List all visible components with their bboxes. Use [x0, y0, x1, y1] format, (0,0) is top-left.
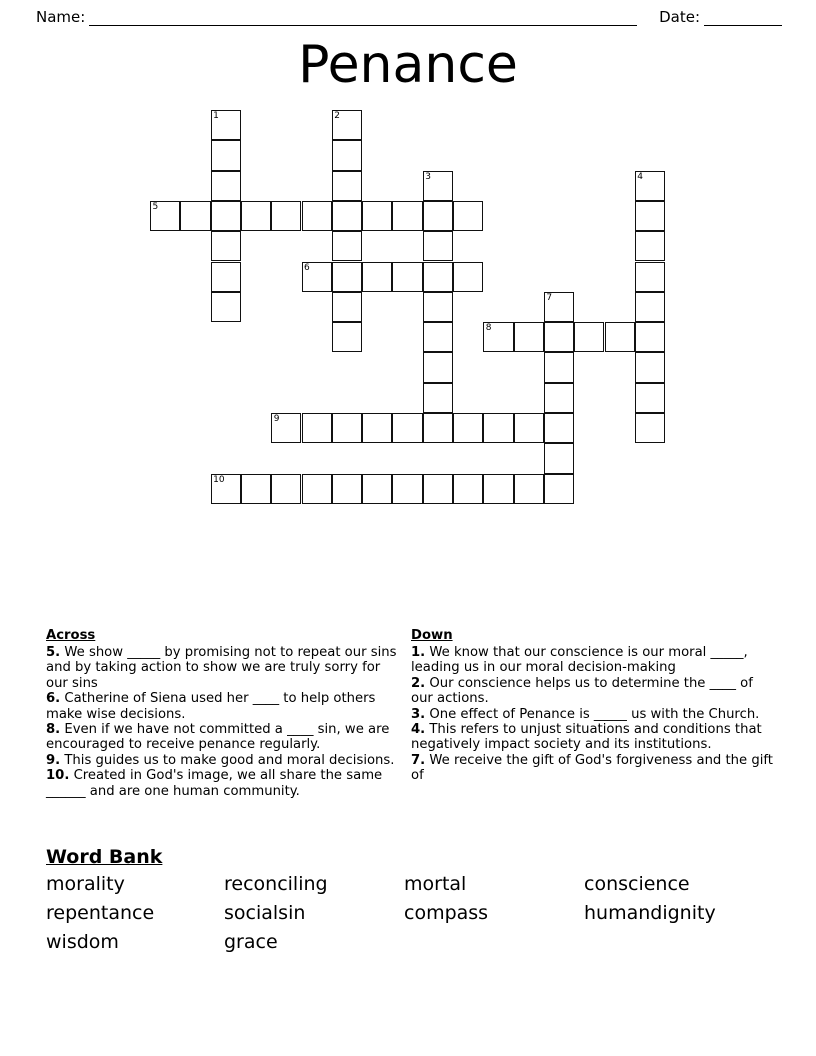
crossword-cell[interactable]	[635, 201, 665, 231]
clue-text: Created in God's image, we all share the same ______ and are one human community.	[46, 768, 383, 799]
word-bank-heading: Word Bank	[46, 846, 163, 868]
crossword-cell-number: 9	[273, 414, 280, 424]
crossword-cell[interactable]	[453, 413, 483, 443]
down-clue-2	[411, 676, 775, 707]
down-clue-7	[411, 753, 775, 784]
down-clue-1	[411, 645, 775, 676]
worksheet-header	[0, 0, 816, 26]
clue-text: Catherine of Siena used her ____ to help others make wise decisions.	[46, 691, 376, 722]
crossword-cell[interactable]	[635, 352, 665, 382]
crossword-cell[interactable]	[544, 292, 574, 322]
clue-number: 10.	[46, 768, 70, 784]
crossword-cell[interactable]	[392, 262, 422, 292]
crossword-cell[interactable]	[302, 474, 332, 504]
crossword-cell[interactable]	[211, 140, 241, 170]
crossword-cell-number: 2	[334, 111, 341, 121]
crossword-cell-number: 5	[152, 201, 159, 212]
crossword-cell[interactable]	[635, 262, 665, 292]
clue-text: Our conscience helps us to determine the ____ of our actions.	[411, 675, 753, 707]
crossword-cell[interactable]	[423, 474, 453, 504]
crossword-cell[interactable]	[211, 231, 241, 261]
crossword-cell[interactable]	[423, 292, 453, 322]
crossword-cell[interactable]	[211, 110, 241, 140]
crossword-cell[interactable]	[635, 383, 665, 413]
crossword-cell[interactable]	[150, 201, 180, 231]
crossword-cell[interactable]	[544, 322, 574, 352]
crossword-cell[interactable]	[362, 413, 392, 443]
word-bank-word: humandignity	[584, 902, 716, 924]
crossword-grid	[150, 110, 690, 510]
crossword-cell[interactable]	[332, 474, 362, 504]
clue-text: This guides us to make good and moral decisions.	[60, 752, 395, 768]
crossword-cell[interactable]	[483, 474, 513, 504]
crossword-cell[interactable]	[423, 413, 453, 443]
crossword-cell[interactable]	[605, 322, 635, 352]
clue-number: 7.	[411, 752, 426, 768]
crossword-cell[interactable]	[392, 201, 422, 231]
crossword-cell[interactable]	[211, 262, 241, 292]
crossword-cell[interactable]	[423, 201, 453, 231]
crossword-cell-number: 4	[637, 171, 644, 182]
crossword-cell[interactable]	[483, 413, 513, 443]
clue-number: 2.	[411, 675, 426, 691]
clue-number: 4.	[411, 722, 426, 738]
date-label: Date:	[659, 8, 700, 26]
crossword-cell-number: 6	[304, 262, 310, 273]
word-bank-word: conscience	[584, 873, 690, 895]
crossword-cell-number: 7	[546, 292, 553, 303]
crossword-cell[interactable]	[483, 322, 513, 352]
word-bank-word: mortal	[404, 873, 467, 895]
clue-number: 9.	[46, 752, 61, 768]
crossword-cell[interactable]	[544, 352, 574, 382]
crossword-cell[interactable]	[453, 262, 483, 292]
crossword-cell[interactable]	[302, 413, 332, 443]
down-clue-4	[411, 722, 775, 753]
word-bank-word: reconciling	[224, 873, 328, 895]
crossword-cell[interactable]	[544, 413, 574, 443]
crossword-cell[interactable]	[423, 322, 453, 352]
name-label: Name:	[36, 8, 86, 26]
clue-number: 1.	[411, 645, 426, 660]
word-bank-list	[46, 873, 776, 954]
clue-text: We show _____ by promising not to repeat our sins and by taking action to show we are truly sorry for our sins	[46, 645, 397, 691]
crossword-cell[interactable]	[574, 322, 604, 352]
crossword-cell[interactable]	[514, 413, 544, 443]
word-bank-word: socialsin	[224, 902, 306, 924]
clue-number: 6.	[46, 691, 61, 707]
crossword-cell[interactable]	[302, 201, 332, 231]
crossword-cell[interactable]	[544, 383, 574, 413]
crossword-cell-number: 10	[213, 474, 225, 485]
clue-number: 8.	[46, 722, 61, 738]
across-heading: Across	[46, 628, 96, 643]
across-clue-6	[46, 691, 406, 722]
crossword-cell[interactable]	[423, 231, 453, 261]
across-clue-list	[46, 645, 406, 799]
crossword-cell[interactable]	[241, 474, 271, 504]
crossword-cell[interactable]	[211, 171, 241, 201]
crossword-cell[interactable]	[453, 201, 483, 231]
crossword-cell[interactable]	[635, 413, 665, 443]
word-bank-word: grace	[224, 931, 278, 953]
crossword-cell[interactable]	[514, 474, 544, 504]
crossword-cell[interactable]	[332, 171, 362, 201]
crossword-cell[interactable]	[332, 292, 362, 322]
crossword-cell[interactable]	[211, 292, 241, 322]
clue-text: Even if we have not committed a ____ sin, we are encouraged to receive penance regularly.	[46, 722, 390, 753]
across-clue-5	[46, 645, 406, 691]
crossword-cell-number: 8	[485, 323, 492, 334]
across-clues-section	[46, 628, 406, 799]
down-heading: Down	[411, 628, 453, 643]
down-clues-section	[411, 628, 775, 784]
crossword-cell[interactable]	[271, 201, 301, 231]
crossword-cell[interactable]	[332, 413, 362, 443]
crossword-cell[interactable]	[392, 413, 422, 443]
crossword-cell[interactable]	[635, 292, 665, 322]
clue-text: One effect of Penance is _____ us with the Church.	[425, 706, 760, 722]
crossword-cell[interactable]	[271, 413, 301, 443]
crossword-cell[interactable]	[211, 474, 241, 504]
across-clue-10	[46, 768, 406, 799]
across-clue-9	[46, 753, 406, 768]
crossword-cell-number: 1	[213, 111, 219, 121]
crossword-cell[interactable]	[423, 171, 453, 201]
crossword-cell[interactable]	[332, 262, 362, 292]
crossword-cell[interactable]	[453, 474, 483, 504]
crossword-cell[interactable]	[392, 474, 422, 504]
clue-text: This refers to unjust situations and conditions that negatively impact society and its institutions.	[411, 722, 762, 753]
clue-number: 3.	[411, 706, 426, 722]
crossword-cell[interactable]	[362, 201, 392, 231]
crossword-cell[interactable]	[332, 140, 362, 170]
clue-number: 5.	[46, 645, 61, 660]
crossword-cell[interactable]	[332, 201, 362, 231]
crossword-cell[interactable]	[332, 322, 362, 352]
name-write-line[interactable]	[89, 13, 637, 26]
crossword-cell-number: 3	[425, 171, 431, 182]
word-bank-word: wisdom	[46, 931, 119, 953]
down-clue-list	[411, 645, 775, 784]
clue-text: We know that our conscience is our moral _____, leading us in our moral decision-making	[411, 645, 748, 676]
crossword-cell[interactable]	[423, 352, 453, 382]
crossword-cell[interactable]	[635, 322, 665, 352]
crossword-cell[interactable]	[362, 262, 392, 292]
word-bank-section	[46, 845, 776, 954]
crossword-cell[interactable]	[635, 171, 665, 201]
word-bank-word: repentance	[46, 902, 155, 924]
crossword-cell[interactable]	[332, 110, 362, 140]
page-title: Penance	[298, 35, 518, 95]
across-clue-8	[46, 722, 406, 753]
crossword-cell[interactable]	[241, 201, 271, 231]
crossword-cell[interactable]	[211, 201, 241, 231]
crossword-cell[interactable]	[544, 443, 574, 473]
clue-text: We receive the gift of God's forgiveness and the gift of	[411, 752, 773, 784]
crossword-cell[interactable]	[423, 383, 453, 413]
crossword-cell[interactable]	[362, 474, 392, 504]
date-write-line[interactable]	[704, 13, 782, 26]
crossword-cell[interactable]	[180, 201, 210, 231]
word-bank-word: compass	[404, 902, 489, 924]
crossword-cell[interactable]	[635, 231, 665, 261]
down-clue-3	[411, 707, 775, 722]
word-bank-word: morality	[46, 873, 125, 895]
crossword-cell[interactable]	[302, 262, 332, 292]
crossword-cell[interactable]	[423, 262, 453, 292]
crossword-cell[interactable]	[332, 231, 362, 261]
crossword-cell[interactable]	[514, 322, 544, 352]
crossword-cell[interactable]	[271, 474, 301, 504]
crossword-cell[interactable]	[544, 474, 574, 504]
